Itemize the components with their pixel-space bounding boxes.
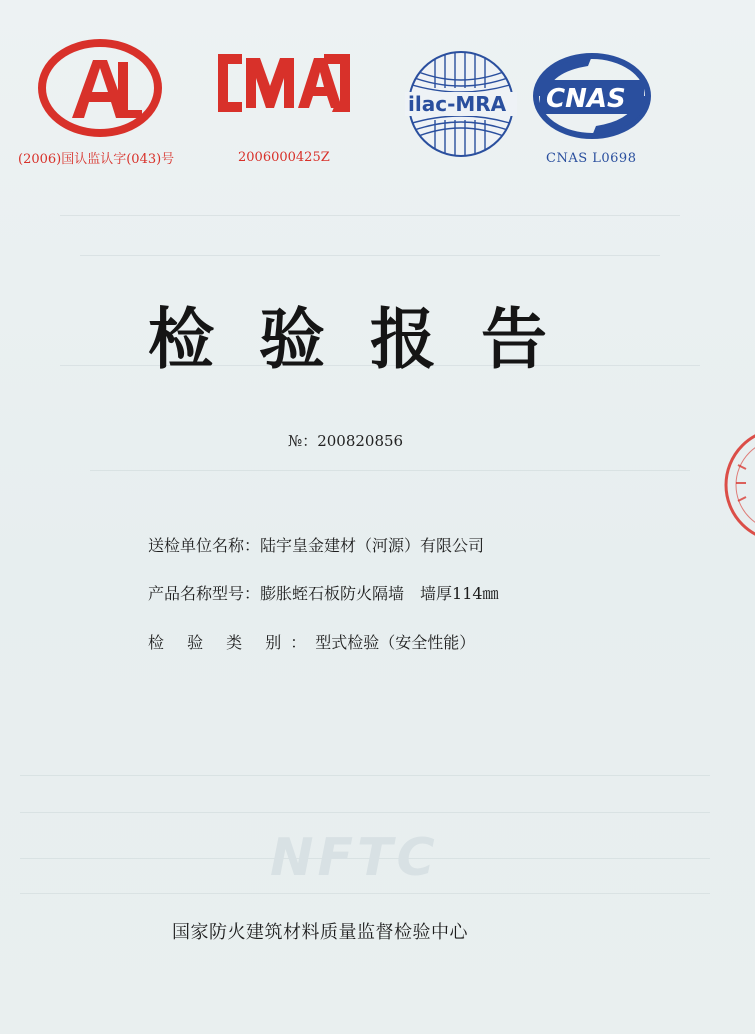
- bleed-line: [20, 893, 710, 894]
- report-title: 检验报告: [148, 300, 592, 378]
- cal-logo: [38, 38, 162, 138]
- product-value: 膨胀蛭石板防火隔墙 墙厚114㎜: [260, 584, 499, 603]
- cal-accreditation-number: (2006)国认监认字(043)号: [18, 152, 175, 167]
- bleed-line: [60, 215, 680, 216]
- cnas-logo: [530, 50, 654, 146]
- nftc-watermark: NFTC: [270, 828, 439, 888]
- bleed-line: [80, 255, 660, 256]
- partial-seal-stamp: [724, 425, 755, 549]
- ilac-mra-logo: [405, 48, 517, 160]
- client-value: 陆宇皇金建材（河源）有限公司: [260, 536, 485, 555]
- cma-certificate-number: 2006000425Z: [238, 150, 330, 165]
- test-type-value: 型式检验（安全性能）: [315, 633, 476, 652]
- bleed-line: [90, 470, 690, 471]
- product-row: [148, 581, 499, 604]
- test-type-label: 检 验 类 别：: [148, 633, 316, 652]
- bleed-line: [20, 812, 710, 813]
- product-label: 产品名称型号：: [148, 584, 261, 603]
- ilac-mra-text: ilac-MRA: [408, 92, 507, 116]
- report-number: №：200820856: [288, 432, 404, 450]
- cnas-text: CNAS: [546, 84, 626, 114]
- issuing-authority: 国家防火建筑材料质量监督检验中心: [172, 922, 468, 943]
- client-row: [148, 533, 484, 556]
- test-type-row: [148, 630, 475, 653]
- cnas-registration-number: CNAS L0698: [546, 151, 637, 166]
- bleed-line: [20, 775, 710, 776]
- cma-logo: [212, 48, 354, 118]
- client-label: 送检单位名称：: [148, 536, 261, 555]
